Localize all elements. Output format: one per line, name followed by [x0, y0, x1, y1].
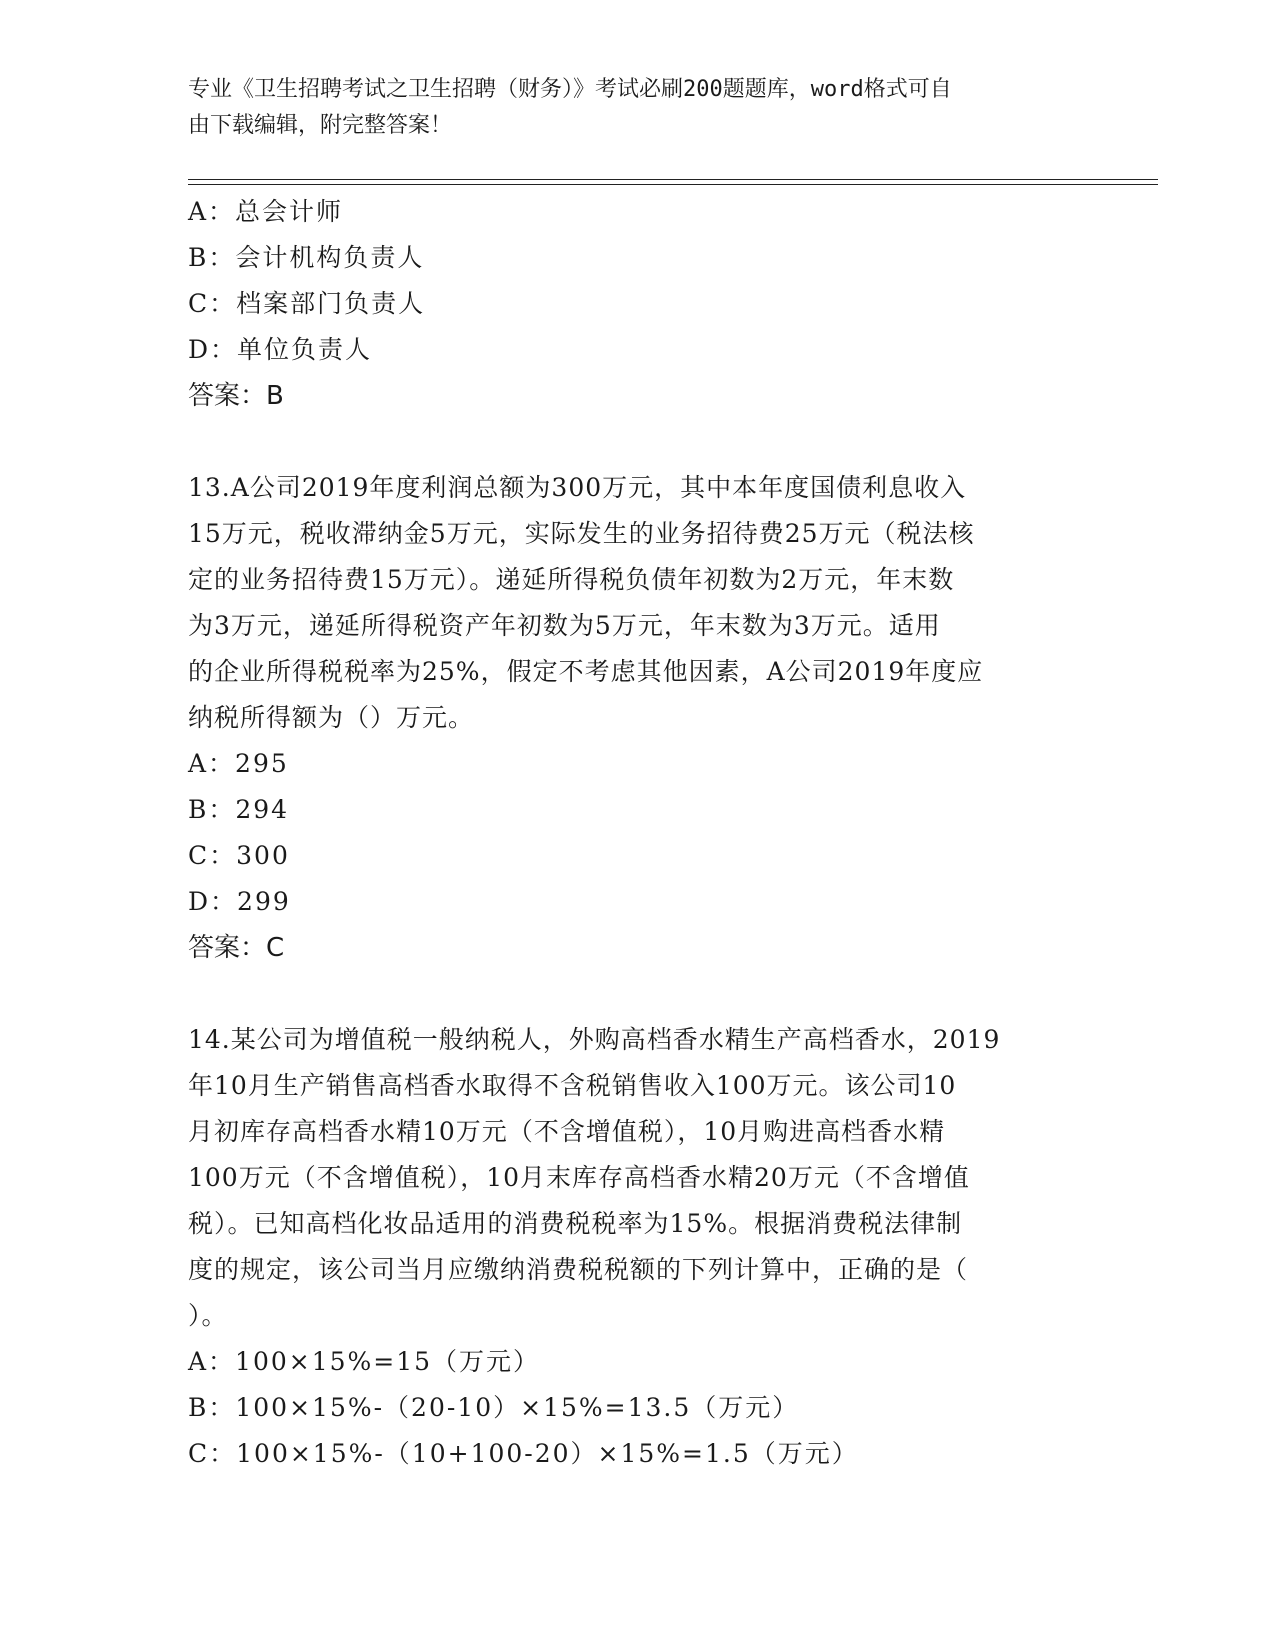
option-c: C：档案部门负责人 [188, 289, 426, 318]
header-title-line-2: 由下载编辑，附完整答案！ [188, 113, 453, 138]
question-line: 的企业所得税税率为25%，假定不考虑其他因素，A公司2019年度应 [188, 657, 984, 686]
option-b: B：100×15%-（20-10）×15%=13.5（万元） [188, 1393, 800, 1422]
question-line: 14.某公司为增值税一般纳税人，外购高档香水精生产高档香水，2019 [188, 1025, 1001, 1054]
question-line: 15万元，税收滞纳金5万元，实际发生的业务招待费25万元（税法核 [188, 519, 975, 548]
header-divider-bottom [188, 184, 1158, 185]
option-b: B：会计机构负责人 [188, 243, 425, 272]
option-d: D：单位负责人 [188, 335, 373, 364]
question-line: 税）。已知高档化妆品适用的消费税税率为15%。根据消费税法律制 [188, 1209, 963, 1238]
question-line: 13.A公司2019年度利润总额为300万元，其中本年度国债利息收入 [188, 473, 967, 502]
question-13-text [188, 465, 1088, 741]
question-13 [188, 465, 1088, 971]
answer-line: 答案：C [188, 933, 285, 963]
page-header [188, 72, 1068, 144]
option-c: C：100×15%-（10+100-20）×15%=1.5（万元） [188, 1439, 859, 1468]
option-c: C：300 [188, 841, 290, 870]
spacer [188, 419, 1088, 465]
option-b: B：294 [188, 795, 290, 824]
question-line: 100万元（不含增值税），10月末库存高档香水精20万元（不含增值 [188, 1163, 970, 1192]
question-line: 年10月生产销售高档香水取得不含税销售收入100万元。该公司10 [188, 1071, 957, 1100]
option-a: A：295 [188, 749, 289, 778]
header-divider-top [188, 179, 1158, 180]
option-a: A：100×15%=15（万元） [188, 1347, 541, 1376]
answer-line: 答案：B [188, 381, 284, 411]
question-line: 定的业务招待费15万元）。递延所得税负债年初数为2万元，年末数 [188, 565, 955, 594]
option-a: A：总会计师 [188, 197, 344, 226]
question-12-options [188, 189, 1088, 419]
question-line: ）。 [188, 1301, 228, 1330]
option-d: D：299 [188, 887, 291, 916]
question-line: 度的规定，该公司当月应缴纳消费税税额的下列计算中，正确的是（ [188, 1255, 969, 1284]
document-body [188, 189, 1088, 1477]
question-line: 纳税所得额为（）万元。 [188, 703, 475, 732]
question-14 [188, 1017, 1088, 1477]
header-title-line-1: 专业《卫生招聘考试之卫生招聘（财务）》考试必刷200题题库，word格式可自 [188, 77, 952, 102]
question-line: 为3万元，递延所得税资产年初数为5万元，年末数为3万元。适用 [188, 611, 941, 640]
question-14-text [188, 1017, 1088, 1339]
question-line: 月初库存高档香水精10万元（不含增值税），10月购进高档香水精 [188, 1117, 946, 1146]
spacer [188, 971, 1088, 1017]
